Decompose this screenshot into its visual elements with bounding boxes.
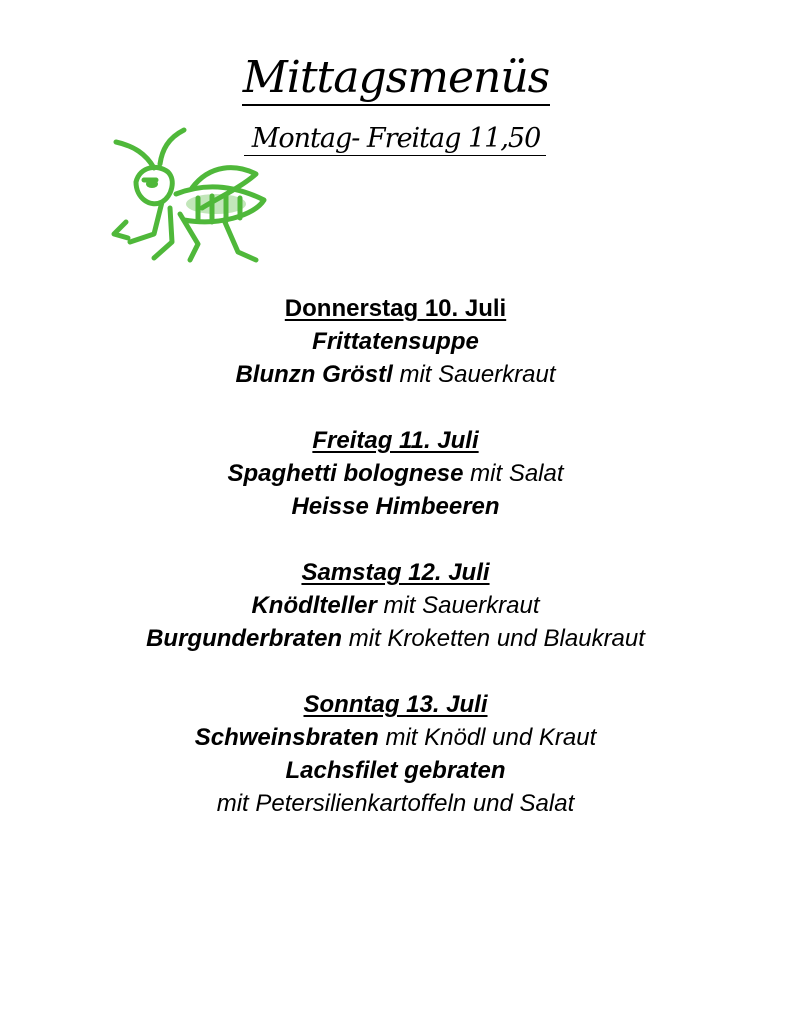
day-block xyxy=(40,424,751,523)
dish-side: mit Petersilienkartoffeln und Salat xyxy=(216,790,575,817)
dish-line xyxy=(40,622,751,655)
dish-main: Lachsfilet gebraten xyxy=(285,757,506,784)
dish-side: mit Salat xyxy=(463,460,564,487)
page-subtitle: Montag- Freitag 11,50 xyxy=(251,123,541,154)
dish-side: mit Kroketten und Blaukraut xyxy=(342,625,645,652)
day-title: Samstag 12. Juli xyxy=(301,559,490,586)
page-title: Mittagsmenüs xyxy=(242,52,550,103)
dish-main: Knödlteller xyxy=(251,592,377,619)
dish-line xyxy=(40,589,751,622)
dish-line xyxy=(40,325,751,358)
dish-main: Spaghetti bolognese xyxy=(227,460,464,487)
dish-side: mit Sauerkraut xyxy=(392,361,556,388)
day-title: Sonntag 13. Juli xyxy=(303,691,488,718)
day-block xyxy=(40,556,751,655)
menu-list xyxy=(40,292,751,820)
subtitle-underline xyxy=(244,155,546,156)
dish-line xyxy=(40,490,751,523)
dish-side: mit Sauerkraut xyxy=(376,592,540,619)
day-title: Donnerstag 10. Juli xyxy=(284,295,507,322)
dish-line xyxy=(40,787,751,820)
dish-line xyxy=(40,457,751,490)
day-title: Freitag 11. Juli xyxy=(312,427,479,454)
dish-main: Heisse Himbeeren xyxy=(291,493,500,520)
dish-line xyxy=(40,721,751,754)
dish-main: Burgunderbraten xyxy=(146,625,343,652)
dish-line xyxy=(40,754,751,787)
dish-side: mit Knödl und Kraut xyxy=(378,724,597,751)
dish-main: Frittatensuppe xyxy=(312,328,479,355)
dish-main: Schweinsbraten xyxy=(194,724,379,751)
grasshopper-icon xyxy=(106,124,276,266)
day-block xyxy=(40,688,751,820)
dish-line xyxy=(40,358,751,391)
dish-main: Blunzn Gröstl xyxy=(235,361,393,388)
title-underline xyxy=(242,104,550,106)
day-block xyxy=(40,292,751,391)
